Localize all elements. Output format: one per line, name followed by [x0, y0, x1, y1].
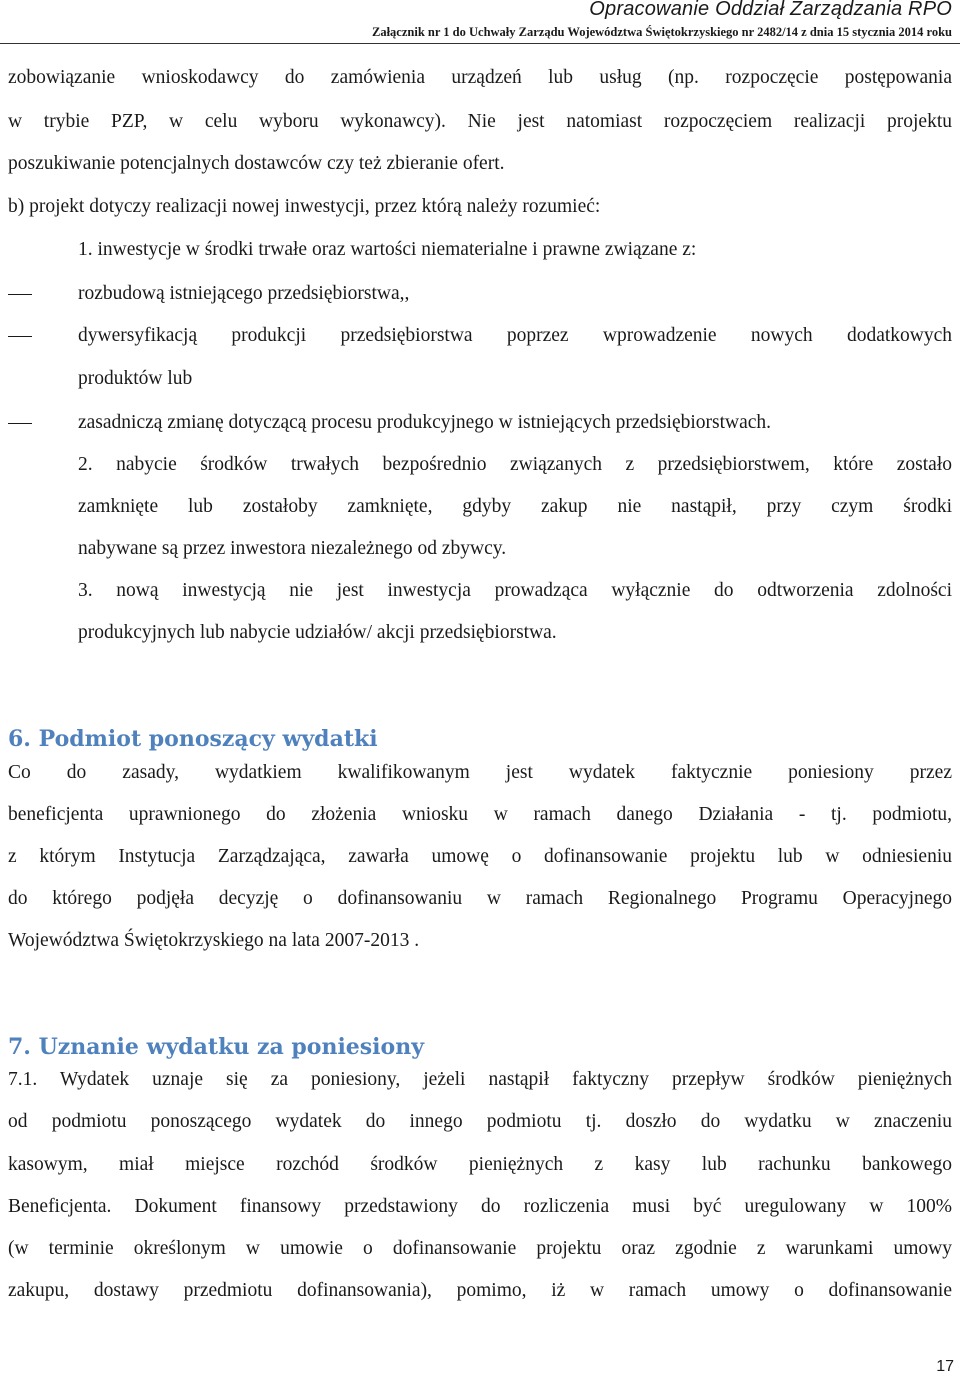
bullet-2-continuation: produktów lub	[78, 368, 193, 389]
intro-line-1: zobowiązanie wnioskodawcy do zamówienia urządzeń lub usług (np. rozpoczęcie postępowania	[8, 67, 952, 88]
section-6-line-5: Województwa Świętokrzyskiego na lata 2007-2013 .	[8, 930, 420, 951]
item-3-line-2: produkcyjnych lub nabycie udziałów/ akcji przedsiębiorstwa.	[78, 622, 557, 643]
section-7-heading: 7. Uznanie wydatku za poniesiony	[8, 1034, 424, 1060]
item-3-line-1: 3. nową inwestycją nie jest inwestycja prowadząca wyłącznie do odtworzenia zdolności	[78, 580, 952, 601]
section-6-heading: 6. Podmiot ponoszący wydatki	[8, 726, 378, 752]
intro-line-4: b) projekt dotyczy realizacji nowej inwestycji, przez którą należy rozumieć:	[8, 196, 601, 217]
item-2-line-1: 2. nabycie środków trwałych bezpośrednio związanych z przedsiębiorstwem, które zostało	[78, 454, 952, 475]
intro-line-3: poszukiwanie potencjalnych dostawców czy też zbieranie ofert.	[8, 153, 505, 174]
intro-line-2: w trybie PZP, w celu wyboru wykonawcy). Nie jest natomiast rozpoczęciem realizacji projektu	[8, 111, 952, 132]
header-subtitle: Załącznik nr 1 do Uchwały Zarządu Województwa Świętokrzyskiego nr 2482/14 z dnia 15 stycznia 2014 roku	[371, 25, 952, 39]
item-1-text: 1. inwestycje w środki trwałe oraz wartości niematerialne i prawne związane z:	[78, 239, 697, 260]
section-6-line-2: beneficjenta uprawnionego do złożenia wniosku w ramach danego Działania - tj. podmiotu,	[8, 804, 952, 825]
page-number: 17	[936, 1358, 954, 1375]
section-6-line-1: Co do zasady, wydatkiem kwalifikowanym jest wydatek faktycznie poniesiony przez	[8, 762, 952, 783]
header-divider	[0, 43, 960, 44]
section-7-line-6: zakupu, dostawy przedmiotu dofinansowania), pomimo, iż w ramach umowy o dofinansowanie	[8, 1280, 952, 1301]
section-6-line-4: do którego podjęła decyzję o dofinansowaniu w ramach Regionalnego Programu Operacyjnego	[8, 888, 952, 909]
bullet-1: rozbudową istniejącego przedsiębiorstwa,,	[78, 283, 410, 304]
section-7-line-1: 7.1. Wydatek uznaje się za poniesiony, jeżeli nastąpił faktyczny przepływ środków pieniężnych	[8, 1069, 952, 1090]
item-2-line-2: zamknięte lub zostałoby zamknięte, gdyby zakup nie nastąpił, przy czym środki	[78, 496, 952, 517]
dash-bullet-icon	[8, 294, 32, 295]
section-7-line-2: od podmiotu ponoszącego wydatek do innego podmiotu tj. doszło do wydatku w znaczeniu	[8, 1111, 952, 1132]
section-6-line-3: z którym Instytucja Zarządzająca, zawarła umowę o dofinansowanie projektu lub w odniesieniu	[8, 846, 952, 867]
dash-bullet-icon	[8, 336, 32, 337]
bullet-2: dywersyfikacją produkcji przedsiębiorstwa poprzez wprowadzenie nowych dodatkowych	[78, 325, 952, 346]
bullet-3: zasadniczą zmianę dotyczącą procesu produkcyjnego w istniejących przedsiębiorstwach.	[78, 412, 772, 433]
section-7-line-5: (w terminie określonym w umowie o dofinansowanie projektu oraz zgodnie z warunkami umowy	[8, 1238, 952, 1259]
section-7-line-4: Beneficjenta. Dokument finansowy przedstawiony do rozliczenia musi być uregulowany w 100%	[8, 1196, 952, 1217]
item-2-line-3: nabywane są przez inwestora niezależnego od zbywcy.	[78, 538, 507, 559]
section-7-line-3: kasowym, miał miejsce rozchód środków pieniężnych z kasy lub rachunku bankowego	[8, 1154, 952, 1175]
dash-bullet-icon	[8, 423, 32, 424]
header-title: Opracowanie Oddział Zarządzania RPO	[589, 0, 952, 20]
